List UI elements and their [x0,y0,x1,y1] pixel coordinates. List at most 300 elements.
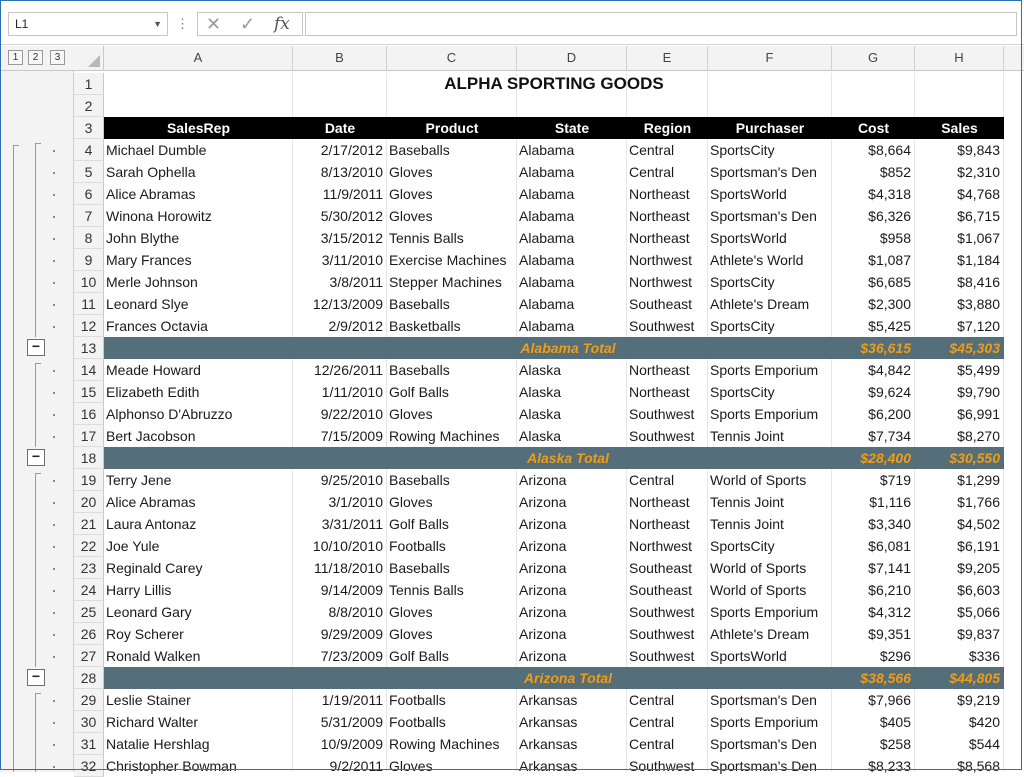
subtotal-sales[interactable]: $30,550 [949,450,1000,466]
table-cell[interactable]: Northeast [629,230,690,246]
table-cell[interactable]: Sportsman's Den [710,758,817,774]
table-cell[interactable]: $4,318 [868,186,911,202]
column-header-G[interactable]: G [832,46,915,70]
row-header-29[interactable]: 29 [74,689,104,711]
table-cell[interactable]: Sports Emporium [710,714,819,730]
column-header-D[interactable]: D [517,46,627,70]
table-cell[interactable]: Sportsman's Den [710,164,817,180]
row-header-24[interactable]: 24 [74,579,104,601]
table-cell[interactable]: Alphonso D'Abruzzo [106,406,233,422]
column-label-cost: Cost [832,117,915,139]
name-box[interactable] [8,12,168,36]
table-cell[interactable]: Northwest [629,252,693,268]
column-header-A[interactable]: A [104,46,293,70]
table-cell[interactable]: $8,568 [957,758,1000,774]
outline-bracket-line [35,693,36,772]
table-cell[interactable]: Arizona [519,648,567,664]
table-cell[interactable]: Sportsman's Den [710,692,817,708]
table-cell[interactable]: 3/1/2010 [328,494,383,510]
table-cell[interactable]: 5/30/2012 [320,208,383,224]
table-cell[interactable]: Sportsman's Den [710,736,817,752]
table-cell[interactable]: Baseballs [389,472,450,488]
row-header-17[interactable]: 17 [74,425,104,447]
table-cell[interactable]: SportsCity [710,318,775,334]
table-cell[interactable]: $8,416 [957,274,1000,290]
table-cell[interactable]: Northwest [629,538,693,554]
table-cell[interactable]: 11/18/2010 [313,560,383,576]
table-cell[interactable]: Arizona [519,516,567,532]
row-header-27[interactable]: 27 [74,645,104,667]
table-cell[interactable]: Northeast [629,516,690,532]
table-cell[interactable]: Northeast [629,494,690,510]
table-cell[interactable]: Arizona [519,604,567,620]
subtotal-cost[interactable]: $36,615 [860,340,911,356]
row-header-15[interactable]: 15 [74,381,104,403]
table-cell[interactable]: 10/10/2010 [312,538,383,554]
row-header-5[interactable]: 5 [74,161,104,183]
table-cell[interactable]: 2/9/2012 [328,318,383,334]
formula-bar-splitter-icon[interactable]: ⋮ [176,16,189,31]
outline-detail-dot [53,722,55,724]
table-cell[interactable]: Alabama [519,296,575,312]
table-cell[interactable]: $958 [879,230,911,246]
row-header-32[interactable]: 32 [74,755,104,777]
table-cell[interactable]: Gloves [389,494,433,510]
table-cell[interactable]: $5,425 [868,318,911,334]
table-cell[interactable]: Northeast [629,186,690,202]
table-cell[interactable]: Michael Dumble [106,142,207,158]
table-cell[interactable]: Southwest [629,648,695,664]
table-cell[interactable]: $9,837 [957,626,1000,642]
table-cell[interactable]: Frances Octavia [106,318,208,334]
table-cell[interactable]: Gloves [389,186,433,202]
table-cell[interactable]: 8/13/2010 [320,164,383,180]
row-header-8[interactable]: 8 [74,227,104,249]
table-cell[interactable]: 9/22/2010 [320,406,383,422]
table-cell[interactable]: Southwest [629,318,695,334]
table-cell[interactable]: Arizona [519,472,567,488]
table-cell[interactable]: Alaska [519,362,562,378]
table-cell[interactable]: 1/11/2010 [321,384,383,400]
column-label-state: State [517,117,627,139]
table-cell[interactable]: Tennis Joint [710,428,784,444]
table-cell[interactable]: Roy Scherer [106,626,184,642]
table-cell[interactable]: $9,790 [957,384,1000,400]
table-cell[interactable]: $2,300 [868,296,911,312]
row-header-11[interactable]: 11 [74,293,104,315]
outline-detail-dot [53,282,55,284]
row-header-13[interactable]: 13 [74,337,104,359]
row-header-18[interactable]: 18 [74,447,104,469]
function-icon[interactable]: fx [274,14,290,34]
column-header-F[interactable]: F [708,46,832,70]
table-cell[interactable]: Alabama [519,230,575,246]
table-cell[interactable]: Arizona [519,582,567,598]
table-cell[interactable]: $6,991 [957,406,1000,422]
table-cell[interactable]: Arizona [519,538,567,554]
formula-input[interactable] [305,12,1017,36]
outline-level-2-button[interactable]: 2 [28,50,43,65]
table-cell[interactable]: 3/15/2012 [320,230,383,246]
table-cell[interactable]: $2,310 [957,164,1000,180]
table-cell[interactable]: Northwest [629,274,693,290]
row-header-9[interactable]: 9 [74,249,104,271]
table-cell[interactable]: $1,184 [957,252,1000,268]
table-cell[interactable]: Natalie Hershlag [106,736,210,752]
outline-detail-dot [53,524,55,526]
row-header-31[interactable]: 31 [74,733,104,755]
table-cell[interactable]: Northeast [629,384,690,400]
table-cell[interactable]: Alabama [519,142,575,158]
table-cell[interactable]: Baseballs [389,142,450,158]
table-cell[interactable]: Athlete's World [710,252,804,268]
table-cell[interactable]: $6,210 [868,582,911,598]
table-cell[interactable]: $7,966 [868,692,911,708]
outline-level-1-button[interactable]: 1 [8,50,23,65]
column-header-C[interactable]: C [387,46,517,70]
table-cell[interactable]: Southwest [629,428,695,444]
row-header-16[interactable]: 16 [74,403,104,425]
table-cell[interactable]: $9,205 [957,560,1000,576]
table-cell[interactable]: Sports Emporium [710,362,819,378]
table-cell[interactable]: $7,734 [868,428,911,444]
column-header-E[interactable]: E [627,46,708,70]
table-cell[interactable]: Golf Balls [389,516,449,532]
table-cell[interactable]: $8,664 [868,142,911,158]
table-cell[interactable]: Alaska [519,406,562,422]
table-cell[interactable]: 2/17/2012 [320,142,383,158]
table-cell[interactable]: $7,141 [868,560,911,576]
table-cell[interactable]: 12/26/2011 [313,362,383,378]
table-cell[interactable]: $4,842 [868,362,911,378]
table-cell[interactable]: $8,233 [868,758,911,774]
table-cell[interactable]: Baseballs [389,362,450,378]
table-cell[interactable]: Bert Jacobson [106,428,196,444]
table-cell[interactable]: Stepper Machines [389,274,502,290]
outline-detail-dot [53,194,55,196]
row-header-3[interactable]: 3 [74,117,104,139]
table-cell[interactable]: Southwest [629,758,695,774]
table-cell[interactable]: 5/31/2009 [320,714,383,730]
column-label-sales: Sales [915,117,1004,139]
table-cell[interactable]: Alabama [519,318,575,334]
table-cell[interactable]: $3,340 [868,516,911,532]
table-cell[interactable]: Northeast [629,362,690,378]
table-cell[interactable]: Merle Johnson [106,274,198,290]
table-cell[interactable]: Central [629,142,675,158]
table-cell[interactable]: 12/13/2009 [312,296,383,312]
table-cell[interactable]: Gloves [389,164,433,180]
table-cell[interactable]: Ronald Walken [106,648,201,664]
subtotal-cost[interactable]: $28,400 [860,450,911,466]
outline-detail-dot [53,304,55,306]
outline-detail-dot [53,502,55,504]
table-cell[interactable]: $6,191 [957,538,1000,554]
table-cell[interactable]: 11/9/2011 [322,186,383,202]
enter-icon[interactable]: ✓ [240,14,256,34]
table-cell[interactable]: Christopher Bowman [106,758,237,774]
name-box-value: L1 [15,17,29,31]
table-cell[interactable]: Gloves [389,406,433,422]
table-cell[interactable]: Southeast [629,296,693,312]
table-cell[interactable]: SportsCity [710,142,775,158]
table-cell[interactable]: $6,685 [868,274,911,290]
row-header-20[interactable]: 20 [74,491,104,513]
table-cell[interactable]: Arkansas [519,692,578,708]
table-cell[interactable]: SportsWorld [710,186,787,202]
table-cell[interactable]: Arizona [519,494,567,510]
table-cell[interactable]: Central [629,472,675,488]
table-cell[interactable]: Golf Balls [389,384,449,400]
table-cell[interactable]: Alabama [519,274,575,290]
table-cell[interactable]: Harry Lillis [106,582,172,598]
row-header-7[interactable]: 7 [74,205,104,227]
table-cell[interactable]: Alice Abramas [106,494,196,510]
outline-bracket-line [35,143,36,337]
outline-detail-dot [53,172,55,174]
table-cell[interactable]: Arkansas [519,736,578,752]
table-cell[interactable]: Northeast [629,208,690,224]
table-cell[interactable]: 8/8/2010 [328,604,383,620]
subtotal-sales[interactable]: $44,805 [949,670,1000,686]
table-cell[interactable]: Leonard Slye [106,296,189,312]
cancel-icon[interactable]: ✕ [206,14,222,34]
table-cell[interactable]: Exercise Machines [389,252,507,268]
outline-detail-dot [53,766,55,768]
table-cell[interactable]: 3/31/2011 [321,516,383,532]
table-cell[interactable]: Richard Walter [106,714,199,730]
table-cell[interactable]: $9,843 [957,142,1000,158]
table-cell[interactable]: $336 [968,648,1000,664]
row-header-2[interactable]: 2 [74,95,104,117]
table-cell[interactable]: Reginald Carey [106,560,203,576]
table-cell[interactable]: Alabama [519,186,575,202]
table-cell[interactable]: Winona Horowitz [106,208,212,224]
table-cell[interactable]: $5,066 [957,604,1000,620]
table-cell[interactable]: Tennis Balls [389,230,464,246]
table-cell[interactable]: Central [629,736,675,752]
table-cell[interactable]: $9,219 [957,692,1000,708]
table-cell[interactable]: 9/25/2010 [320,472,383,488]
table-cell[interactable]: $5,499 [957,362,1000,378]
row-header-21[interactable]: 21 [74,513,104,535]
table-cell[interactable]: Alice Abramas [106,186,196,202]
table-cell[interactable]: Arizona [519,626,567,642]
subtotal-label[interactable]: Alabama Total [520,340,616,356]
table-cell[interactable]: Golf Balls [389,648,449,664]
outline-detail-dot [53,590,55,592]
table-cell[interactable]: Footballs [389,714,446,730]
table-cell[interactable]: $6,715 [957,208,1000,224]
outline-detail-dot [53,392,55,394]
table-cell[interactable]: 3/8/2011 [329,274,383,290]
subtotal-label[interactable]: Arizona Total [523,670,613,686]
table-cell[interactable]: Tennis Joint [710,494,784,510]
table-cell[interactable]: Mary Frances [106,252,192,268]
table-cell[interactable]: Central [629,164,675,180]
row-header-26[interactable]: 26 [74,623,104,645]
table-cell[interactable]: $420 [968,714,1000,730]
outline-detail-dot [53,326,55,328]
table-cell[interactable]: Southwest [629,406,695,422]
table-cell[interactable]: Elizabeth Edith [106,384,200,400]
table-cell[interactable]: Athlete's Dream [710,626,810,642]
table-cell[interactable]: Meade Howard [106,362,201,378]
outline-bracket-line [35,473,36,667]
table-cell[interactable]: Southeast [629,582,693,598]
table-cell[interactable]: $4,768 [957,186,1000,202]
table-cell[interactable]: Gloves [389,758,433,774]
table-cell[interactable]: SportsWorld [710,230,787,246]
table-cell[interactable]: $405 [879,714,911,730]
table-cell[interactable]: 9/29/2009 [320,626,383,642]
row-header-19[interactable]: 19 [74,469,104,491]
outline-level-3-button[interactable]: 3 [50,50,65,65]
subtotal-cost[interactable]: $38,566 [860,670,911,686]
table-cell[interactable]: Rowing Machines [389,736,500,752]
table-cell[interactable]: Rowing Machines [389,428,500,444]
table-cell[interactable]: $1,116 [869,494,911,510]
row-header-1[interactable]: 1 [74,73,104,95]
outline-detail-dot [53,656,55,658]
table-cell[interactable]: Leonard Gary [106,604,192,620]
table-cell[interactable]: $9,624 [868,384,911,400]
table-cell[interactable]: $258 [879,736,911,752]
table-cell[interactable]: Arizona [519,560,567,576]
table-cell[interactable]: Athlete's Dream [710,296,810,312]
column-header-H[interactable]: H [915,46,1004,70]
select-all-button[interactable] [74,46,104,70]
table-cell[interactable]: $6,326 [868,208,911,224]
row-header-28[interactable]: 28 [74,667,104,689]
table-cell[interactable]: $4,502 [957,516,1000,532]
table-cell[interactable]: Alaska [519,428,562,444]
table-cell[interactable]: Terry Jene [106,472,172,488]
subtotal-sales[interactable]: $45,303 [949,340,1000,356]
table-cell[interactable]: 7/15/2009 [320,428,383,444]
outline-detail-dot [53,216,55,218]
table-cell[interactable]: 7/23/2009 [320,648,383,664]
table-cell[interactable]: Alabama [519,164,575,180]
row-header-14[interactable]: 14 [74,359,104,381]
table-cell[interactable]: SportsCity [710,274,775,290]
table-cell[interactable]: $852 [879,164,911,180]
table-cell[interactable]: 1/19/2011 [321,692,383,708]
table-cell[interactable]: 3/11/2010 [321,252,383,268]
outline-detail-dot [53,370,55,372]
table-cell[interactable]: $1,087 [868,252,911,268]
table-cell[interactable]: Tennis Balls [389,582,464,598]
table-cell[interactable]: SportsCity [710,538,775,554]
table-cell[interactable]: Sports Emporium [710,604,819,620]
name-box-dropdown-icon[interactable]: ▼ [153,19,162,29]
table-cell[interactable]: Sportsman's Den [710,208,817,224]
outline-detail-dot [53,414,55,416]
table-cell[interactable]: $7,120 [957,318,1000,334]
row-header-30[interactable]: 30 [74,711,104,733]
table-cell[interactable]: $6,200 [868,406,911,422]
table-cell[interactable]: $719 [879,472,911,488]
table-cell[interactable]: $9,351 [868,626,911,642]
row-header-23[interactable]: 23 [74,557,104,579]
table-cell[interactable]: Sarah Ophella [106,164,196,180]
table-cell[interactable]: Baseballs [389,296,450,312]
table-cell[interactable]: $8,270 [957,428,1000,444]
sheet-title: ALPHA SPORTING GOODS [444,74,664,93]
table-cell[interactable]: Joe Yule [106,538,160,554]
table-cell[interactable]: Gloves [389,604,433,620]
table-cell[interactable]: $1,299 [957,472,1000,488]
table-cell[interactable]: Leslie Stainer [106,692,191,708]
table-cell[interactable]: $6,603 [957,582,1000,598]
table-cell[interactable]: SportsWorld [710,648,787,664]
table-cell[interactable]: Alaska [519,384,562,400]
table-cell[interactable]: World of Sports [710,472,807,488]
table-cell[interactable]: Baseballs [389,560,450,576]
row-header-25[interactable]: 25 [74,601,104,623]
table-cell[interactable]: Arkansas [519,758,578,774]
table-cell[interactable]: Southwest [629,604,695,620]
row-header-10[interactable]: 10 [74,271,104,293]
table-cell[interactable]: Central [629,692,675,708]
table-cell[interactable]: $1,067 [957,230,1000,246]
collapse-group-icon[interactable]: − [27,669,45,686]
table-cell[interactable]: 9/14/2009 [320,582,383,598]
subtotal-label[interactable]: Alaska Total [527,450,609,466]
row-header-4[interactable]: 4 [74,139,104,161]
table-cell[interactable]: World of Sports [710,560,807,576]
table-cell[interactable]: $1,766 [957,494,1000,510]
table-cell[interactable]: Footballs [389,538,446,554]
table-cell[interactable]: $6,081 [868,538,911,554]
table-cell[interactable]: $4,312 [868,604,911,620]
table-cell[interactable]: Footballs [389,692,446,708]
table-cell[interactable]: Southeast [629,560,693,576]
table-cell[interactable]: Arkansas [519,714,578,730]
table-cell[interactable]: Alabama [519,208,575,224]
table-cell[interactable]: Alabama [519,252,575,268]
outline-detail-dot [53,744,55,746]
table-cell[interactable]: Tennis Joint [710,516,784,532]
collapse-group-icon[interactable]: − [27,449,45,466]
table-cell[interactable]: World of Sports [710,582,807,598]
table-cell[interactable]: Central [629,714,675,730]
outline-detail-dot [53,480,55,482]
table-cell[interactable]: 9/2/2011 [329,758,383,774]
table-cell[interactable]: Basketballs [389,318,461,334]
table-cell[interactable]: Sports Emporium [710,406,819,422]
formula-bar-area [0,0,1024,45]
column-label-date: Date [293,117,387,139]
column-label-purchaser: Purchaser [708,117,832,139]
row-header-22[interactable]: 22 [74,535,104,557]
table-cell[interactable]: $3,880 [957,296,1000,312]
outline-bracket-line [35,363,36,447]
table-cell[interactable]: Gloves [389,208,433,224]
table-cell[interactable]: $544 [968,736,1000,752]
table-cell[interactable]: John Blythe [106,230,180,246]
column-header-B[interactable]: B [293,46,387,70]
row-header-6[interactable]: 6 [74,183,104,205]
table-cell[interactable]: Laura Antonaz [106,516,197,532]
table-cell[interactable]: 10/9/2009 [320,736,383,752]
table-cell[interactable]: Gloves [389,626,433,642]
collapse-group-icon[interactable]: − [27,339,45,356]
table-cell[interactable]: SportsCity [710,384,775,400]
table-cell[interactable]: $296 [879,648,911,664]
table-cell[interactable]: Southwest [629,626,695,642]
row-header-12[interactable]: 12 [74,315,104,337]
